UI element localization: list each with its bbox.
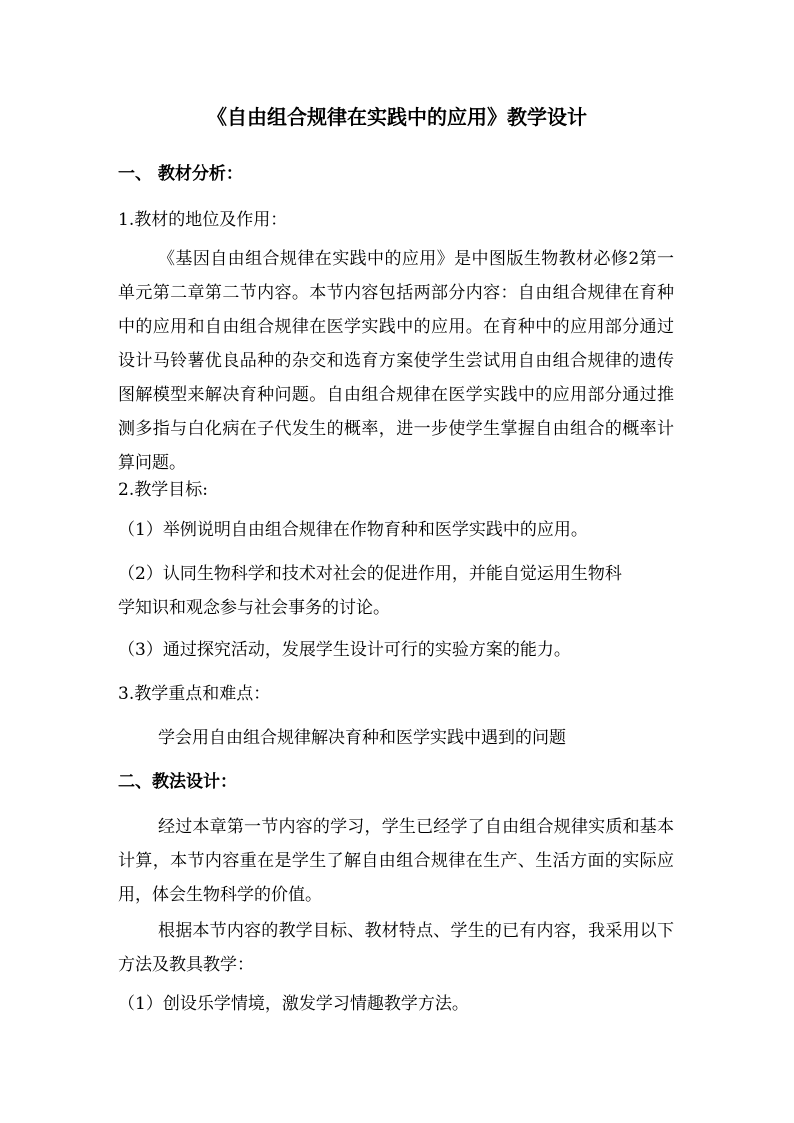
document-title: 《自由组合规律在实践中的应用》教学设计 xyxy=(207,105,587,129)
paragraph-method-1: 经过本章第一节内容的学习，学生已经学了自由组合规律实质和基本计算，本节内容重在是学生了解自由组合规律在生产、生活方面的实际应用，体会生物科学的价值。 xyxy=(118,817,674,905)
item-heading-teaching-goals: 2.教学目标: xyxy=(118,480,208,500)
teaching-goal-1: （1）举例说明自由组合规律在作物育种和医学实践中的应用。 xyxy=(118,520,588,540)
teaching-goal-3: （3）通过探究活动，发展学生设计可行的实验方案的能力。 xyxy=(118,640,571,660)
paragraph-status-role: 《基因自由组合规律在实践中的应用》是中图版生物教材必修2第一单元第二章第二节内容。本节内容包括两部分内容：自由组合规律在育种中的应用和自由组合规律在医学实践中的应用。在育种中的应用部分通过设计马铃薯优良品种的杂交和选育方案使学生尝试用自由组合规律的遗传图解模型来解决育种问题。自由组合规律在医学实践中的应用部分通过推测多指与白化病在子代发生的概率，进一步使学生掌握自由组合的概率计算问题。 xyxy=(118,249,674,473)
method-item-1: （1）创设乐学情境，激发学习情趣教学方法。 xyxy=(118,994,469,1014)
item-heading-key-points: 3.教学重点和难点： xyxy=(118,684,271,704)
item-heading-status-role: 1.教材的地位及作用： xyxy=(118,210,288,230)
paragraph-method-2: 根据本节内容的教学目标、教材特点、学生的已有内容，我采用以下方法及教具教学： xyxy=(118,921,674,975)
teaching-goal-2-line-1: （2）认同生物科学和技术对社会的促进作用，并能自觉运用生物科 xyxy=(118,564,622,584)
section-heading-material-analysis: 一、 教材分析： xyxy=(118,164,243,184)
section-heading-teaching-method: 二、教法设计： xyxy=(118,772,237,792)
key-point-text: 学会用自由组合规律解决育种和医学实践中遇到的问题 xyxy=(158,728,566,748)
teaching-goal-2-line-2: 学知识和观念参与社会事务的讨论。 xyxy=(118,598,390,618)
